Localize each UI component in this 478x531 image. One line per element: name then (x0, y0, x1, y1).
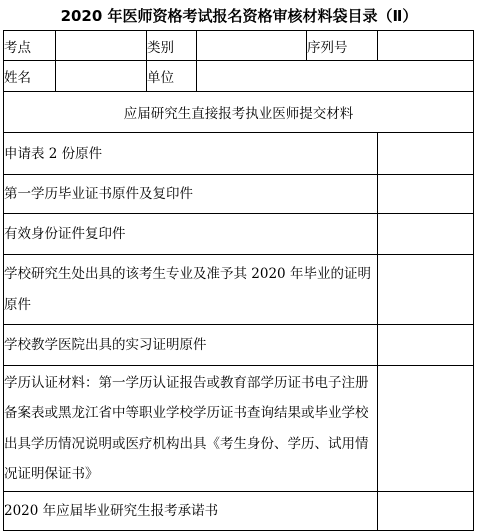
checklist-item-label (4, 133, 378, 175)
unit-field[interactable] (197, 61, 474, 92)
checklist-item-text: 第一学历毕业证书原件及复印件 (4, 186, 193, 202)
checklist-row (4, 255, 474, 325)
checklist-row (4, 492, 474, 531)
checklist-table (3, 30, 474, 531)
document-title: 2020 年医师资格考试报名资格审核材料袋目录（Ⅱ） (60, 7, 418, 25)
exam-site-field[interactable] (56, 31, 147, 61)
serial-number-label: 序列号 (307, 31, 378, 61)
checklist-item-text: 学历认证材料：第一学历认证报告或教育部学历证书电子注册备案表或黑龙江省中等职业学校学历证书查询结果或毕业学校出具学历情况说明或医疗机构出具《考生身份、学历、试用情况证明保证书》 (4, 374, 369, 482)
checklist-check-cell[interactable] (378, 214, 474, 255)
checklist-check-cell[interactable] (378, 366, 474, 492)
checklist-item-text: 申请表 2 份原件 (4, 145, 103, 162)
checklist-item-label (4, 255, 378, 325)
checklist-item-label (4, 325, 378, 366)
checklist-check-cell[interactable] (378, 133, 474, 175)
name-field[interactable] (56, 61, 147, 92)
checklist-item-text: 2020 年应届毕业研究生报考承诺书 (4, 503, 219, 519)
section-heading-row (4, 92, 474, 133)
checklist-check-cell[interactable] (378, 325, 474, 366)
category-field[interactable] (197, 31, 307, 61)
checklist-item-text: 学校教学医院出具的实习证明原件 (4, 337, 207, 353)
checklist-row (4, 214, 474, 255)
checklist-item-label (4, 366, 378, 492)
checklist-row (4, 366, 474, 492)
serial-number-field[interactable] (378, 31, 474, 61)
checklist-item-label (4, 492, 378, 531)
checklist-item-label (4, 214, 378, 255)
checklist-check-cell[interactable] (378, 175, 474, 214)
checklist-check-cell[interactable] (378, 492, 474, 531)
checklist-item-label (4, 175, 378, 214)
checklist-row (4, 133, 474, 175)
unit-label: 单位 (147, 61, 197, 92)
checklist-row (4, 325, 474, 366)
checklist-check-cell[interactable] (378, 255, 474, 325)
header-row-2 (4, 61, 474, 92)
checklist-item-text: 有效身份证件复印件 (4, 226, 126, 242)
checklist-row (4, 175, 474, 214)
header-row-1 (4, 31, 474, 61)
name-label: 姓名 (4, 61, 56, 92)
category-label: 类别 (147, 31, 197, 61)
checklist-item-text: 学校研究生处出具的该考生专业及准予其 2020 年毕业的证明原件 (4, 266, 371, 313)
exam-site-label: 考点 (4, 31, 56, 61)
section-heading: 应届研究生直接报考执业医师提交材料 (4, 92, 474, 133)
